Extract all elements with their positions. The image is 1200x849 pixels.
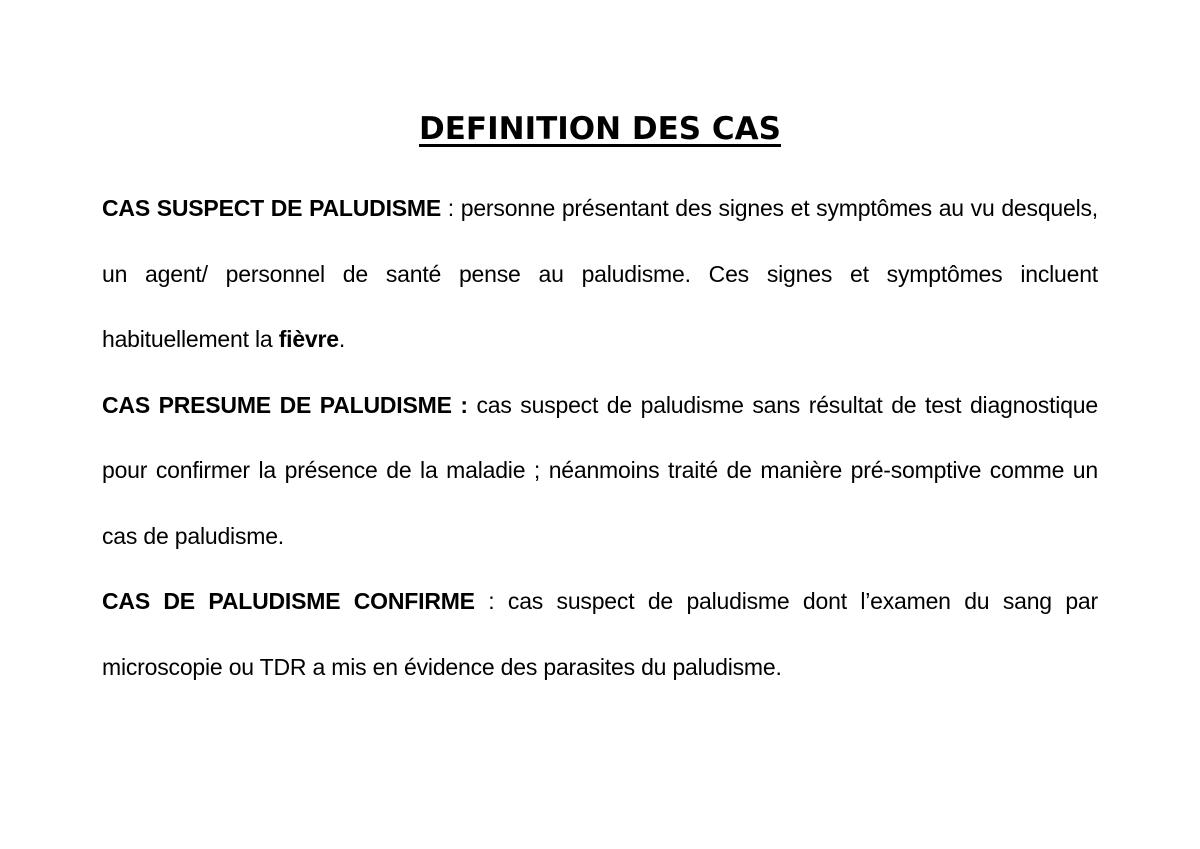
- definition-presume: [102, 373, 1098, 570]
- definition-suspect: [102, 176, 1098, 373]
- definition-text: cas suspect de paludisme sans résultat de test diagnostique pour confirmer la présence de la maladie ; néanmoins traité de manière pré-somptive comme un cas de paludisme.: [102, 391, 1098, 549]
- definition-emphasis: fièvre: [278, 326, 339, 352]
- document-title: DEFINITION DES CAS: [419, 111, 781, 147]
- definition-term: CAS SUSPECT DE PALUDISME: [102, 195, 442, 221]
- definition-text-end: .: [338, 326, 346, 352]
- definition-term: CAS DE PALUDISME CONFIRME: [102, 588, 475, 614]
- definition-text: : personne présentant des signes et symptômes au vu desquels, un agent/ personnel de santé pense au paludisme. Ces signes et symptômes incluent habituellement la: [102, 195, 1098, 352]
- definition-term: CAS PRESUME DE PALUDISME :: [102, 391, 468, 418]
- definition-text: : cas suspect de paludisme dont l’examen du sang par microscopie ou TDR a mis en évidence des parasites du paludisme.: [102, 588, 1098, 680]
- definition-confirme: [102, 569, 1098, 700]
- definitions-body: [102, 176, 1098, 700]
